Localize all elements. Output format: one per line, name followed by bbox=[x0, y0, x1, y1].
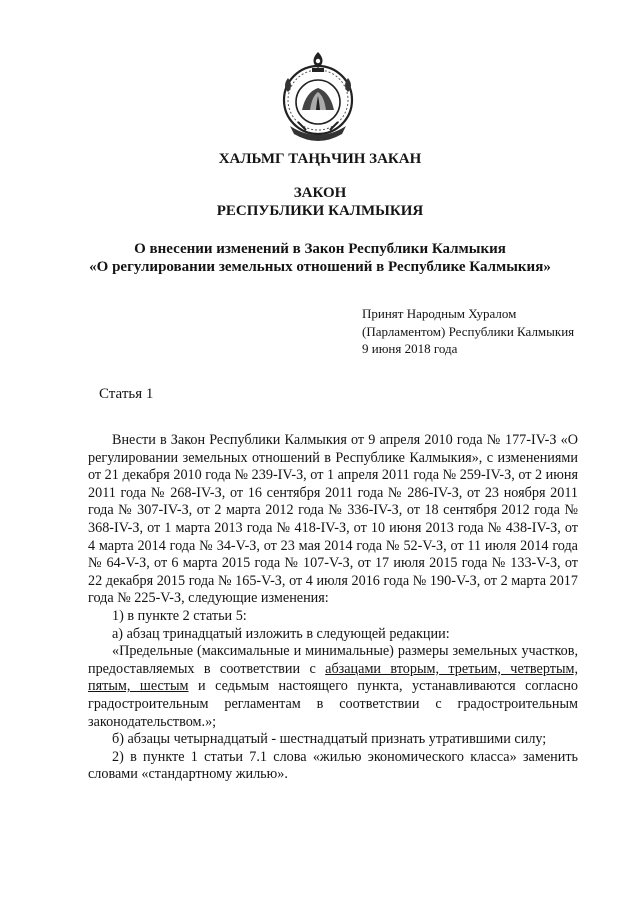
law-title-line1: ЗАКОН bbox=[293, 185, 347, 201]
item-1b: б) абзацы четырнадцатый - шестнадцатый признать утратившими силу; bbox=[112, 731, 547, 748]
adoption-line1: Принят Народным Хуралом bbox=[362, 306, 517, 321]
law-title-line2: РЕСПУБЛИКИ КАЛМЫКИЯ bbox=[216, 203, 424, 219]
quote-text-part2: и седьмым настоящего пункта, устанавливаются согласно градостроительным регламентам в соответствии с градостроительным законодательством.»; bbox=[88, 678, 578, 730]
law-subject-line2: «О регулировании земельных отношений в Республике Калмыкия» bbox=[89, 259, 551, 275]
quoted-paragraph bbox=[88, 643, 578, 731]
item-2: 2) в пункте 1 статьи 7.1 слова «жилью экономического класса» заменить словами «стандартному жилью». bbox=[88, 748, 578, 783]
article-intro-paragraph: Внести в Закон Республики Калмыкия от 9 апреля 2010 года № 177-IV-З «О регулировании земельных отношений в Республике Калмыкия», с изменениями от 21 декабря 2010 года № 239-IV-З, от 1 апреля 2011 года № 259-IV-З, от 2 июня 2011 года № 268-IV-З, от 16 сентября 2011 года № 286-IV-З, от 23 ноября 2011 года № 307-IV-З, от 2 марта 2012 года № 336-IV-З, от 18 сентября 2012 года № 368-IV-З, от 1 марта 2013 года № 418-IV-З, от 10 июня 2013 года № 438-IV-З, от 4 марта 2014 года № 34-V-З, от 23 мая 2014 года № 52-V-З, от 11 июля 2014 года № 64-V-З, от 6 марта 2015 года № 107-V-З, от 17 июля 2015 года № 133-V-З, от 22 декабря 2015 года № 165-V-З, от 4 июля 2016 года № 190-V-З, от 2 марта 2017 года № 225-V-З, следующие изменения: bbox=[88, 432, 578, 607]
article-body bbox=[88, 432, 578, 784]
kalmyk-law-title: ХАЛЬМГ ТАҢҺЧИН ЗАКАН bbox=[218, 151, 422, 167]
law-subject-line1: О внесении изменений в Закон Республики Калмыкия bbox=[134, 241, 506, 257]
adoption-line2: (Парламентом) Республики Калмыкия bbox=[362, 323, 575, 339]
adoption-block bbox=[362, 305, 574, 358]
kalmykia-coat-of-arms-icon bbox=[276, 48, 360, 144]
article-title: Статья 1 bbox=[99, 386, 154, 402]
adoption-date: 9 июня 2018 года bbox=[362, 341, 458, 356]
item-1a: а) абзац тринадцатый изложить в следующей редакции: bbox=[112, 625, 450, 642]
quote-link-paragraphs[interactable]: абзацами вторым, третьим, четвертым, пятым, шестым bbox=[88, 660, 579, 695]
quote-text-part1: «Предельные (максимальные и минимальные) размеры земельных участков, предоставляемых в соответствии с bbox=[88, 643, 578, 677]
item-1: 1) в пункте 2 статьи 5: bbox=[112, 607, 247, 624]
